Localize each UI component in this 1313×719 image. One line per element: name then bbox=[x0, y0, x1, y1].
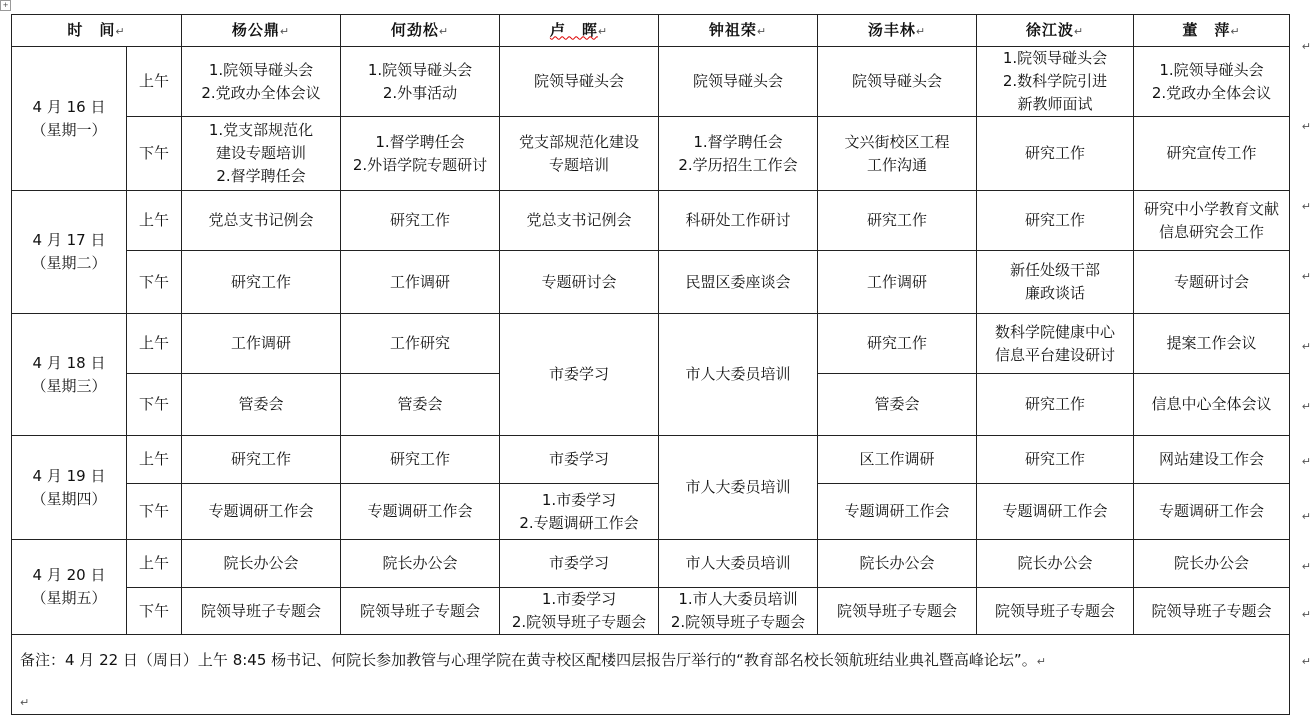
header-time: 时 间↵ bbox=[12, 15, 182, 47]
schedule-cell: 工作研究 bbox=[341, 314, 500, 374]
schedule-cell: 1.市人大委员培训 2.院领导班子专题会 bbox=[659, 588, 818, 635]
schedule-cell: 院领导碰头会 bbox=[818, 47, 977, 117]
schedule-cell: 院领导班子专题会 bbox=[818, 588, 977, 635]
schedule-cell: 管委会 bbox=[182, 374, 341, 436]
schedule-cell: 院领导碰头会 bbox=[500, 47, 659, 117]
schedule-cell: 院领导班子专题会 bbox=[1134, 588, 1290, 635]
schedule-cell: 网站建设工作会 bbox=[1134, 436, 1290, 484]
table-row bbox=[12, 314, 1290, 374]
schedule-cell: 专题研讨会 bbox=[500, 251, 659, 314]
slot-pm: 下午 bbox=[127, 374, 182, 436]
slot-pm: 下午 bbox=[127, 251, 182, 314]
schedule-cell: 区工作调研 bbox=[818, 436, 977, 484]
schedule-cell: 研究工作 bbox=[818, 314, 977, 374]
schedule-cell: 1.院领导碰头会 2.外事活动 bbox=[341, 47, 500, 117]
header-person: 何劲松↵ bbox=[341, 15, 500, 47]
schedule-cell: 研究工作 bbox=[341, 436, 500, 484]
para-mark: ↵ bbox=[20, 696, 30, 709]
row-end-mark: ↵ bbox=[1301, 120, 1311, 133]
note-row bbox=[12, 635, 1290, 715]
row-end-mark: ↵ bbox=[1301, 340, 1311, 353]
schedule-cell: 1.院领导碰头会 2.党政办全体会议 bbox=[1134, 47, 1290, 117]
note-cell: 备注：4 月 22 日（周日）上午 8:45 杨书记、何院长参加教管与心理学院在黄寺校区配楼四层报告厅举行的“教育部名校长领航班结业典礼暨高峰论坛”。↵ ↵ bbox=[12, 635, 1290, 715]
header-person: 钟祖荣↵ bbox=[659, 15, 818, 47]
schedule-cell: 1.院领导碰头会 2.数科学院引进 新教师面试 bbox=[977, 47, 1134, 117]
schedule-cell: 研究工作 bbox=[182, 436, 341, 484]
header-person: 汤丰林↵ bbox=[818, 15, 977, 47]
schedule-cell: 党总支书记例会 bbox=[500, 191, 659, 251]
row-end-mark: ↵ bbox=[1301, 655, 1311, 668]
schedule-cell: 院长办公会 bbox=[818, 540, 977, 588]
schedule-cell: 文兴街校区工程 工作沟通 bbox=[818, 117, 977, 191]
schedule-cell: 专题调研工作会 bbox=[818, 484, 977, 540]
schedule-cell: 院长办公会 bbox=[182, 540, 341, 588]
schedule-cell: 院长办公会 bbox=[977, 540, 1134, 588]
slot-pm: 下午 bbox=[127, 588, 182, 635]
table-row bbox=[12, 540, 1290, 588]
schedule-cell: 专题研讨会 bbox=[1134, 251, 1290, 314]
row-end-mark: ↵ bbox=[1301, 608, 1311, 621]
schedule-cell: 研究工作 bbox=[341, 191, 500, 251]
schedule-cell: 专题调研工作会 bbox=[341, 484, 500, 540]
schedule-cell: 研究工作 bbox=[977, 117, 1134, 191]
day-cell: 4 月 18 日 （星期三） bbox=[12, 314, 127, 436]
schedule-cell: 市委学习 bbox=[500, 540, 659, 588]
schedule-cell: 研究工作 bbox=[182, 251, 341, 314]
table-move-handle-icon[interactable]: + bbox=[0, 0, 11, 11]
row-end-mark: ↵ bbox=[1301, 400, 1311, 413]
schedule-cell: 1.市委学习 2.院领导班子专题会 bbox=[500, 588, 659, 635]
slot-pm: 下午 bbox=[127, 117, 182, 191]
day-cell: 4 月 20 日 （星期五） bbox=[12, 540, 127, 635]
slot-am: 上午 bbox=[127, 314, 182, 374]
schedule-cell: 党支部规范化建设 专题培训 bbox=[500, 117, 659, 191]
schedule-table bbox=[11, 14, 1290, 715]
schedule-cell: 专题调研工作会 bbox=[977, 484, 1134, 540]
para-mark: ↵ bbox=[115, 24, 126, 38]
header-row bbox=[12, 15, 1290, 47]
schedule-cell: 研究工作 bbox=[818, 191, 977, 251]
schedule-cell: 市人大委员培训 bbox=[659, 314, 818, 436]
schedule-cell: 1.督学聘任会 2.学历招生工作会 bbox=[659, 117, 818, 191]
table-row bbox=[12, 588, 1290, 635]
slot-pm: 下午 bbox=[127, 484, 182, 540]
table-row bbox=[12, 484, 1290, 540]
schedule-cell: 院领导班子专题会 bbox=[341, 588, 500, 635]
row-end-mark: ↵ bbox=[1301, 455, 1311, 468]
schedule-cell: 工作调研 bbox=[182, 314, 341, 374]
header-person: 徐江波↵ bbox=[977, 15, 1134, 47]
schedule-cell: 院长办公会 bbox=[341, 540, 500, 588]
note-text: 备注：4 月 22 日（周日）上午 8:45 杨书记、何院长参加教管与心理学院在黄寺校区配楼四层报告厅举行的“教育部名校长领航班结业典礼暨高峰论坛”。 bbox=[20, 651, 1037, 669]
table-row bbox=[12, 436, 1290, 484]
header-person: 杨公鼎↵ bbox=[182, 15, 341, 47]
table-row bbox=[12, 251, 1290, 314]
schedule-cell: 党总支书记例会 bbox=[182, 191, 341, 251]
header-person: 董 萍↵ bbox=[1134, 15, 1290, 47]
schedule-cell: 研究中小学教育文献 信息研究会工作 bbox=[1134, 191, 1290, 251]
slot-am: 上午 bbox=[127, 540, 182, 588]
schedule-cell: 研究工作 bbox=[977, 374, 1134, 436]
table-row bbox=[12, 47, 1290, 117]
slot-am: 上午 bbox=[127, 47, 182, 117]
slot-am: 上午 bbox=[127, 191, 182, 251]
schedule-cell: 院长办公会 bbox=[1134, 540, 1290, 588]
schedule-cell: 专题调研工作会 bbox=[1134, 484, 1290, 540]
table-row bbox=[12, 117, 1290, 191]
schedule-cell: 1.院领导碰头会 2.党政办全体会议 bbox=[182, 47, 341, 117]
schedule-cell: 工作调研 bbox=[818, 251, 977, 314]
schedule-cell: 院领导班子专题会 bbox=[977, 588, 1134, 635]
schedule-cell: 研究工作 bbox=[977, 436, 1134, 484]
row-end-mark: ↵ bbox=[1301, 200, 1311, 213]
day-cell: 4 月 16 日 （星期一） bbox=[12, 47, 127, 191]
schedule-cell: 专题调研工作会 bbox=[182, 484, 341, 540]
row-end-mark: ↵ bbox=[1301, 270, 1311, 283]
schedule-cell: 1.督学聘任会 2.外语学院专题研讨 bbox=[341, 117, 500, 191]
schedule-cell: 市人大委员培训 bbox=[659, 540, 818, 588]
schedule-cell: 工作调研 bbox=[341, 251, 500, 314]
schedule-cell: 市委学习 bbox=[500, 314, 659, 436]
slot-am: 上午 bbox=[127, 436, 182, 484]
schedule-cell: 科研处工作研讨 bbox=[659, 191, 818, 251]
schedule-cell: 管委会 bbox=[341, 374, 500, 436]
schedule-cell: 院领导碰头会 bbox=[659, 47, 818, 117]
schedule-cell: 1.党支部规范化 建设专题培训 2.督学聘任会 bbox=[182, 117, 341, 191]
schedule-cell: 市委学习 bbox=[500, 436, 659, 484]
schedule-cell: 研究宣传工作 bbox=[1134, 117, 1290, 191]
row-end-mark: ↵ bbox=[1301, 40, 1311, 53]
row-end-mark: ↵ bbox=[1301, 510, 1311, 523]
header-person: 卢 晖↵ bbox=[500, 15, 659, 47]
schedule-cell: 院领导班子专题会 bbox=[182, 588, 341, 635]
schedule-cell: 数科学院健康中心 信息平台建设研讨 bbox=[977, 314, 1134, 374]
schedule-cell: 提案工作会议 bbox=[1134, 314, 1290, 374]
schedule-cell: 新任处级干部 廉政谈话 bbox=[977, 251, 1134, 314]
day-cell: 4 月 19 日 （星期四） bbox=[12, 436, 127, 540]
schedule-cell: 1.市委学习 2.专题调研工作会 bbox=[500, 484, 659, 540]
schedule-cell: 民盟区委座谈会 bbox=[659, 251, 818, 314]
schedule-cell: 市人大委员培训 bbox=[659, 436, 818, 540]
day-cell: 4 月 17 日 （星期二） bbox=[12, 191, 127, 314]
schedule-cell: 管委会 bbox=[818, 374, 977, 436]
table-row bbox=[12, 191, 1290, 251]
schedule-cell: 信息中心全体会议 bbox=[1134, 374, 1290, 436]
row-end-mark: ↵ bbox=[1301, 560, 1311, 573]
schedule-cell: 研究工作 bbox=[977, 191, 1134, 251]
